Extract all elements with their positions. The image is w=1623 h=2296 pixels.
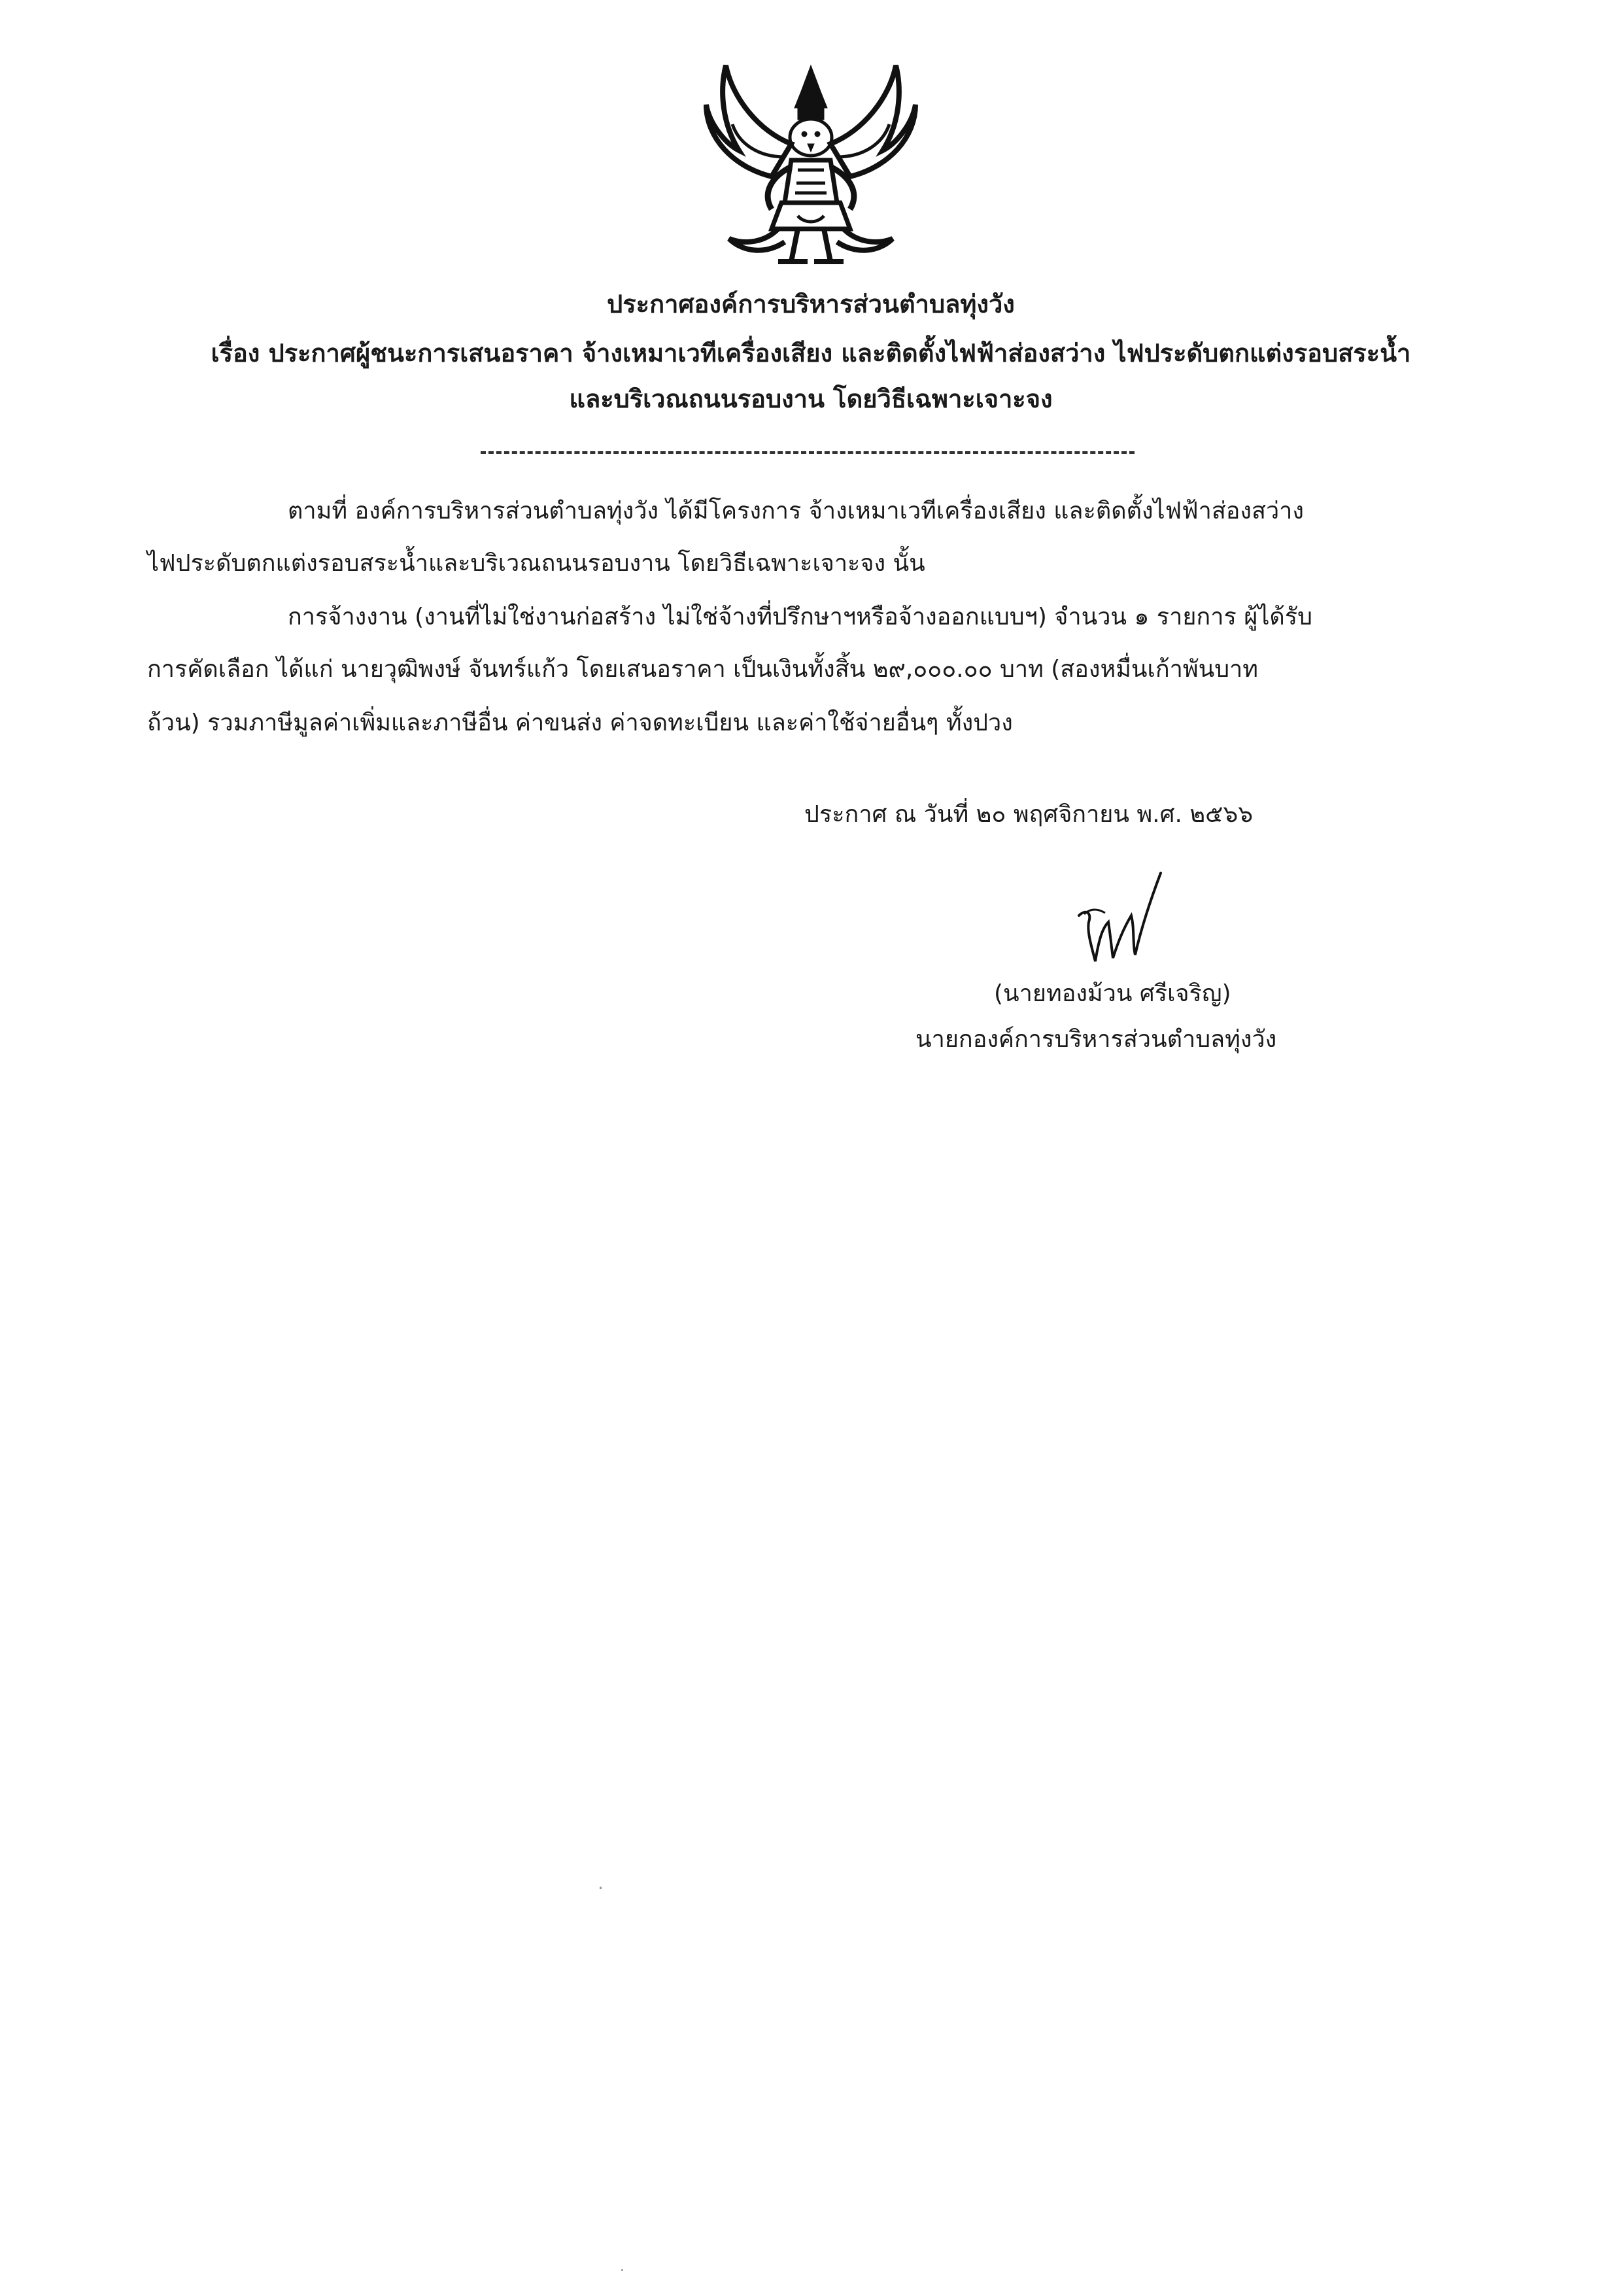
announcement-title: ประกาศองค์การบริหารส่วนตำบลทุ่งวัง — [607, 290, 1015, 318]
scan-speck — [600, 1887, 602, 1889]
garuda-emblem-icon — [693, 52, 929, 281]
announcement-subject-continued: และบริเวณถนนรอบงาน โดยวิธีเฉพาะเจาะจง — [569, 385, 1053, 413]
signatory-name: (นายทองม้วน ศรีเจริญ) — [994, 980, 1231, 1007]
paragraph-1-line-1: ตามที่ องค์การบริหารส่วนตำบลทุ่งวัง ได้มีโครงการ จ้างเหมาเวทีเครื่องเสียง และติดตั้งไฟฟ้าส่องสว่าง — [288, 498, 1304, 524]
announcement-date: ประกาศ ณ วันที่ ๒๐ พฤศจิกายน พ.ศ. ๒๕๖๖ — [804, 801, 1254, 828]
signatory-position: นายกองค์การบริหารส่วนตำบลทุ่งวัง — [915, 1026, 1277, 1053]
paragraph-1-line-2: ไฟประดับตกแต่งรอบสระน้ำและบริเวณถนนรอบงาน โดยวิธีเฉพาะเจาะจง นั้น — [147, 550, 925, 577]
announcement-subject: เรื่อง ประกาศผู้ชนะการเสนอราคา จ้างเหมาเวทีเครื่องเสียง และติดตั้งไฟฟ้าส่องสว่าง ไฟประดับตกแต่งรอบสระน้ำ — [211, 339, 1411, 368]
paragraph-2-line-3: ถ้วน) รวมภาษีมูลค่าเพิ่มและภาษีอื่น ค่าขนส่ง ค่าจดทะเบียน และค่าใช้จ่ายอื่นๆ ทั้งปวง — [147, 710, 1013, 736]
paragraph-2-line-1: การจ้างงาน (งานที่ไม่ใช่งานก่อสร้าง ไม่ใช่จ้างที่ปรึกษาฯหรือจ้างออกแบบฯ) จำนวน ๑ รายการ ผู้ได้รับ — [288, 604, 1312, 630]
paragraph-2-line-2: การคัดเลือก ได้แก่ นายวุฒิพงษ์ จันทร์แก้ว โดยเสนอราคา เป็นเงินทั้งสิ้น ๒๙,๐๐๐.๐๐ บาท (สองหมื่นเก้าพันบาท — [147, 656, 1258, 683]
separator-rule — [481, 451, 1135, 454]
scan-speck — [621, 2269, 623, 2271]
handwritten-signature — [1072, 870, 1164, 968]
